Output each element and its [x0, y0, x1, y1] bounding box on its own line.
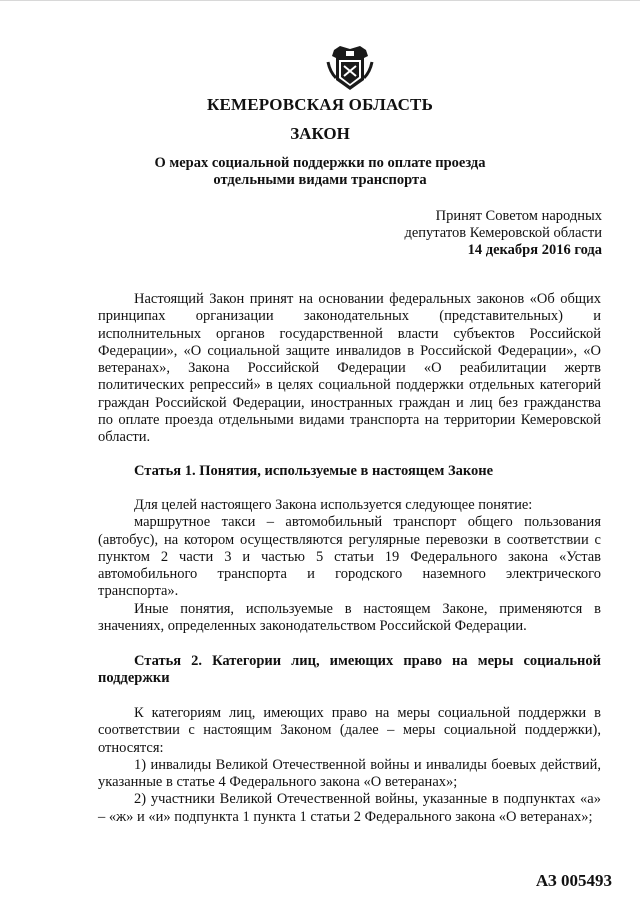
law-title	[0, 155, 640, 189]
article1-paragraph: маршрутное такси – автомобильный транспорт общего пользования (автобус), на котором осуществляются регулярные перевозки в соответствии с пунктом 2 части 3 и частью 5 статьи 19 Федерального закона «Устав автомобильного транспорта и городского наземного электрического транспорта».	[98, 514, 601, 600]
serial-number: АЗ 005493	[535, 871, 612, 890]
article2-list-item: 2) участники Великой Отечественной войны, указанные в подпунктах «а» – «ж» и «и» подпункта 1 пункта 1 статьи 2 Федерального закона «О ветеранах»;	[98, 791, 601, 825]
article1-body	[98, 497, 601, 635]
document-type: ЗАКОН	[290, 124, 350, 143]
law-title-line1: О мерах социальной поддержки по оплате проезда	[154, 155, 486, 171]
preamble-text: Настоящий Закон принят на основании федеральных законов «Об общих принципах организации законодательных (представительных) и исполнительных органов государственной власти субъектов Российской Федерации», «О социальной защите инвалидов в Российской Федерации», «О ветеранах», Закона Российской Федерации «О реабилитации жертв политических репрессий» в целях социальной поддержки отдельных категорий граждан Российской Федерации, иностранных граждан и лиц без гражданства по оплате проезда отдельными видами транспорта на территории Кемеровской области.	[98, 291, 601, 446]
article1-heading-block	[98, 463, 601, 480]
preamble	[98, 291, 601, 447]
adoption-line2: депутатов Кемеровской области	[404, 225, 602, 241]
adoption-line1: Принят Советом народных	[435, 208, 602, 224]
article2-heading: Статья 2. Категории лиц, имеющих право на меры социальной поддержки	[98, 653, 601, 687]
article2-heading-block	[98, 653, 601, 688]
article2-list-item: 1) инвалиды Великой Отечественной войны и инвалиды боевых действий, указанные в статье 4 Федерального закона «О ветеранах»;	[98, 756, 601, 791]
scan-top-edge	[0, 0, 640, 1]
adoption-date: 14 декабря 2016 года	[467, 242, 602, 258]
adoption-block	[404, 208, 602, 259]
region-name: КЕМЕРОВСКАЯ ОБЛАСТЬ	[206, 95, 434, 114]
article1-paragraph: Иные понятия, используемые в настоящем Законе, применяются в значениях, определенных законодательством Российской Федерации.	[98, 600, 601, 635]
article2-body	[98, 705, 601, 826]
law-title-line2: отдельными видами транспорта	[213, 172, 427, 188]
article1-heading: Статья 1. Понятия, используемые в настоящем Законе	[134, 463, 494, 479]
article2-paragraph: К категориям лиц, имеющих право на меры социальной поддержки в соответствии с настоящим Законом (далее – меры социальной поддержки), относятся:	[98, 705, 601, 756]
coat-of-arms-emblem	[324, 42, 376, 94]
article1-paragraph: Для целей настоящего Закона используется следующее понятие:	[134, 497, 533, 513]
